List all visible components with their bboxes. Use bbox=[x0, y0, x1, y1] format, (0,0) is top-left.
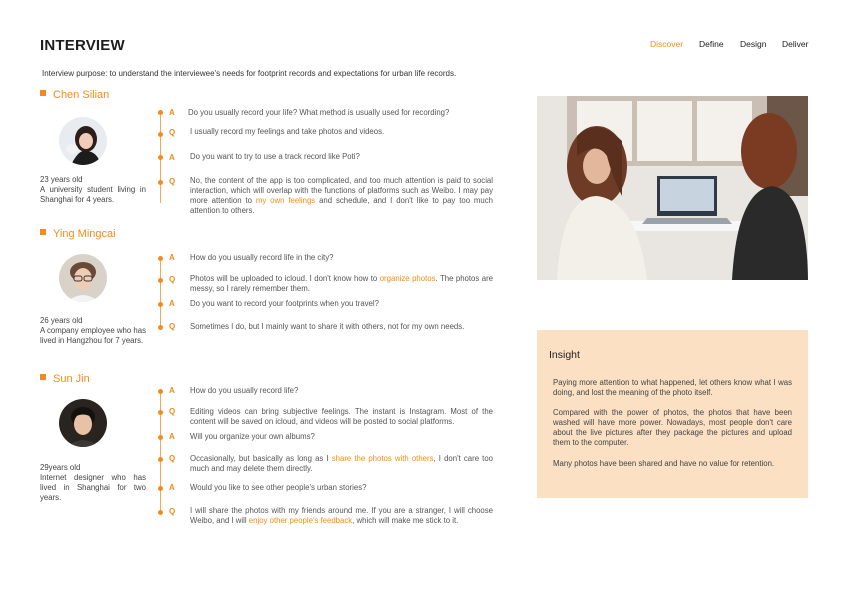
nav-define[interactable]: Define bbox=[699, 39, 724, 49]
insight-paragraph: Many photos have been shared and have no value for retention. bbox=[553, 459, 775, 468]
qa-tag: A bbox=[169, 432, 175, 441]
qa-tag: Q bbox=[169, 407, 176, 416]
timeline-dash bbox=[158, 113, 163, 114]
highlight-text: share the photos with others bbox=[331, 454, 434, 463]
qa-tag: A bbox=[169, 108, 175, 117]
timeline-dot bbox=[158, 389, 163, 394]
avatar bbox=[59, 399, 107, 447]
qa-text: Do you usually record your life? What method is usually used for recording? bbox=[188, 108, 450, 117]
avatar bbox=[59, 117, 107, 165]
page-title: INTERVIEW bbox=[40, 37, 125, 54]
timeline-dot bbox=[158, 486, 163, 491]
nav-deliver[interactable]: Deliver bbox=[782, 39, 809, 49]
qa-text: Do you want to try to use a track record like Poti? bbox=[190, 152, 360, 161]
qa-tag: A bbox=[169, 153, 175, 162]
person-name: Sun Jin bbox=[40, 373, 90, 385]
insight-paragraph: Compared with the power of photos, the photos that have been washed will have more power. Nowadays, most people don't care about the live pictures after they package the pictures and upload them to the computer. bbox=[553, 408, 792, 447]
qa-tag: Q bbox=[169, 275, 176, 284]
qa-text: I usually record my feelings and take photos and videos. bbox=[190, 127, 385, 136]
timeline-line bbox=[160, 258, 161, 328]
person-name: Chen Silian bbox=[40, 89, 109, 101]
person-bio: 26 years old A company employee who has lived in Hangzhou for 7 years. bbox=[40, 316, 146, 345]
timeline-dot bbox=[158, 410, 163, 415]
qa-tag: Q bbox=[169, 322, 176, 331]
timeline-dot bbox=[158, 278, 163, 283]
avatar-portrait-icon bbox=[59, 399, 107, 447]
qa-text: Do you want to record your footprints when you travel? bbox=[190, 299, 379, 308]
timeline-dot bbox=[158, 435, 163, 440]
timeline-dot bbox=[158, 180, 163, 185]
person-bio: 23 years old A university student living in Shanghai for 4 years. bbox=[40, 175, 146, 204]
highlight-text: enjoy other people's feedback bbox=[248, 516, 353, 525]
timeline-dot bbox=[158, 302, 163, 307]
nav-discover[interactable]: Discover bbox=[650, 39, 684, 49]
person-bio: 29years old Internet designer who has lived in Shanghai for two years. bbox=[40, 463, 146, 502]
timeline-dot bbox=[158, 256, 163, 261]
highlight-text: my own feelings bbox=[255, 196, 316, 205]
person-name: Ying Mingcai bbox=[40, 228, 116, 240]
timeline-dot bbox=[158, 325, 163, 330]
qa-text: Occasionally, but basically as long as I share the photos with others, I don't care too much and may delete them directly. bbox=[190, 454, 493, 473]
timeline-dot bbox=[158, 132, 163, 137]
qa-tag: Q bbox=[169, 454, 176, 463]
qa-tag: A bbox=[169, 253, 175, 262]
timeline-dot bbox=[158, 457, 163, 462]
qa-tag: Q bbox=[169, 177, 176, 186]
avatar bbox=[59, 254, 107, 302]
interview-purpose: Interview purpose: to understand the interviewee's needs for footprint records and expectations for urban life records. bbox=[42, 69, 457, 78]
interview-photo bbox=[537, 96, 808, 280]
qa-tag: A bbox=[169, 299, 175, 308]
qa-text: No, the content of the app is too complicated, and too much attention is paid to social interaction, which will overlap with the functions of platforms such as Weibo. I may pay more attention to my own feelings and schedule, and I don't like to pay too much attention to others. bbox=[190, 176, 493, 215]
insight-paragraph: Paying more attention to what happened, let others know what I was doing, and lost the meaning of the photo itself. bbox=[553, 378, 792, 397]
bullet-square-icon bbox=[40, 90, 46, 96]
interview-photo-image bbox=[537, 96, 808, 280]
qa-tag: A bbox=[169, 483, 175, 492]
qa-tag: A bbox=[169, 386, 175, 395]
highlight-text: organize photos bbox=[379, 274, 436, 283]
nav-design[interactable]: Design bbox=[740, 39, 767, 49]
qa-text: How do you usually record life? bbox=[190, 386, 299, 395]
qa-text: Sometimes I do, but I mainly want to share it with others, not for my own needs. bbox=[190, 322, 465, 331]
insight-title: Insight bbox=[549, 349, 580, 361]
qa-text: I will share the photos with my friends around me. If you are a stranger, I will choose Weibo, and I will enjoy other people's feedback, which will make me stick to it. bbox=[190, 506, 493, 525]
timeline-dot bbox=[158, 510, 163, 515]
qa-text: Will you organize your own albums? bbox=[190, 432, 315, 441]
bullet-square-icon bbox=[40, 229, 46, 235]
bullet-square-icon bbox=[40, 374, 46, 380]
avatar-portrait-icon bbox=[59, 254, 107, 302]
qa-text: How do you usually record life in the city? bbox=[190, 253, 334, 262]
qa-tag: Q bbox=[169, 507, 176, 516]
qa-text: Photos will be uploaded to icloud. I don't know how to organize photos. The photos are messy, so I rarely remember them. bbox=[190, 274, 493, 293]
qa-tag: Q bbox=[169, 128, 176, 137]
avatar-portrait-icon bbox=[59, 117, 107, 165]
qa-text: Would you like to see other people's urban stories? bbox=[190, 483, 367, 492]
timeline-dot bbox=[158, 155, 163, 160]
qa-text: Editing videos can bring subjective feelings. The instant is Instagram. Most of the content will be saved on icloud, and videos will be posted to social platforms. bbox=[190, 407, 493, 426]
